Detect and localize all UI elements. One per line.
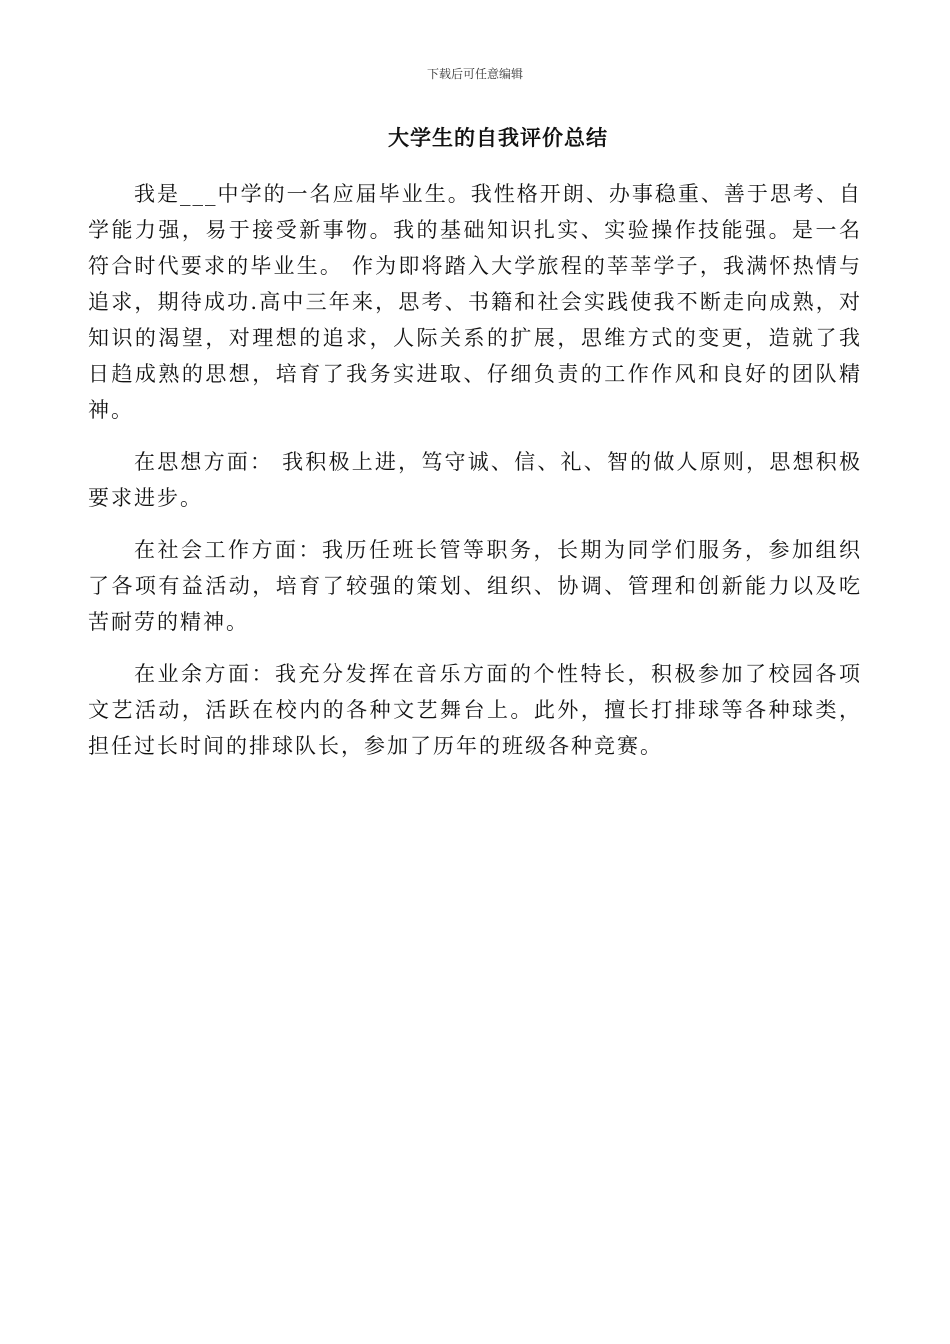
paragraph-introduction: 我是___中学的一名应届毕业生。我性格开朗、办事稳重、善于思考、自学能力强，易于接受新事物。我的基础知识扎实、实验操作技能强。是一名符合时代要求的毕业生。 作为即将踏入大学旅程的莘莘学子，我满怀热情与追求，期待成功.高中三年来，思考、书籍和社会实践使我不断走向成熟，对知识的渴望，对理想的追求，人际关系的扩展，思维方式的变更，造就了我日趋成熟的思想，培育了我务实进取、仔细负责的工作作风和良好的团队精神。 — [88, 182, 862, 422]
paragraph-ideology: 在思想方面： 我积极上进，笃守诚、信、礼、智的做人原则，思想积极要求进步。 — [88, 450, 862, 510]
page-header-note: 下载后可任意编辑 — [426, 67, 523, 81]
document-title: 大学生的自我评价总结 — [388, 126, 608, 150]
paragraph-leisure: 在业余方面：我充分发挥在音乐方面的个性特长，积极参加了校园各项文艺活动，活跃在校内的各种文艺舞台上。此外，擅长打排球等各种球类，担任过长时间的排球队长，参加了历年的班级各种竞赛。 — [88, 662, 862, 758]
document-body — [88, 176, 862, 780]
paragraph-social-work: 在社会工作方面：我历任班长管等职务，长期为同学们服务，参加组织了各项有益活动，培育了较强的策划、组织、协调、管理和创新能力以及吃苦耐劳的精神。 — [88, 538, 862, 634]
